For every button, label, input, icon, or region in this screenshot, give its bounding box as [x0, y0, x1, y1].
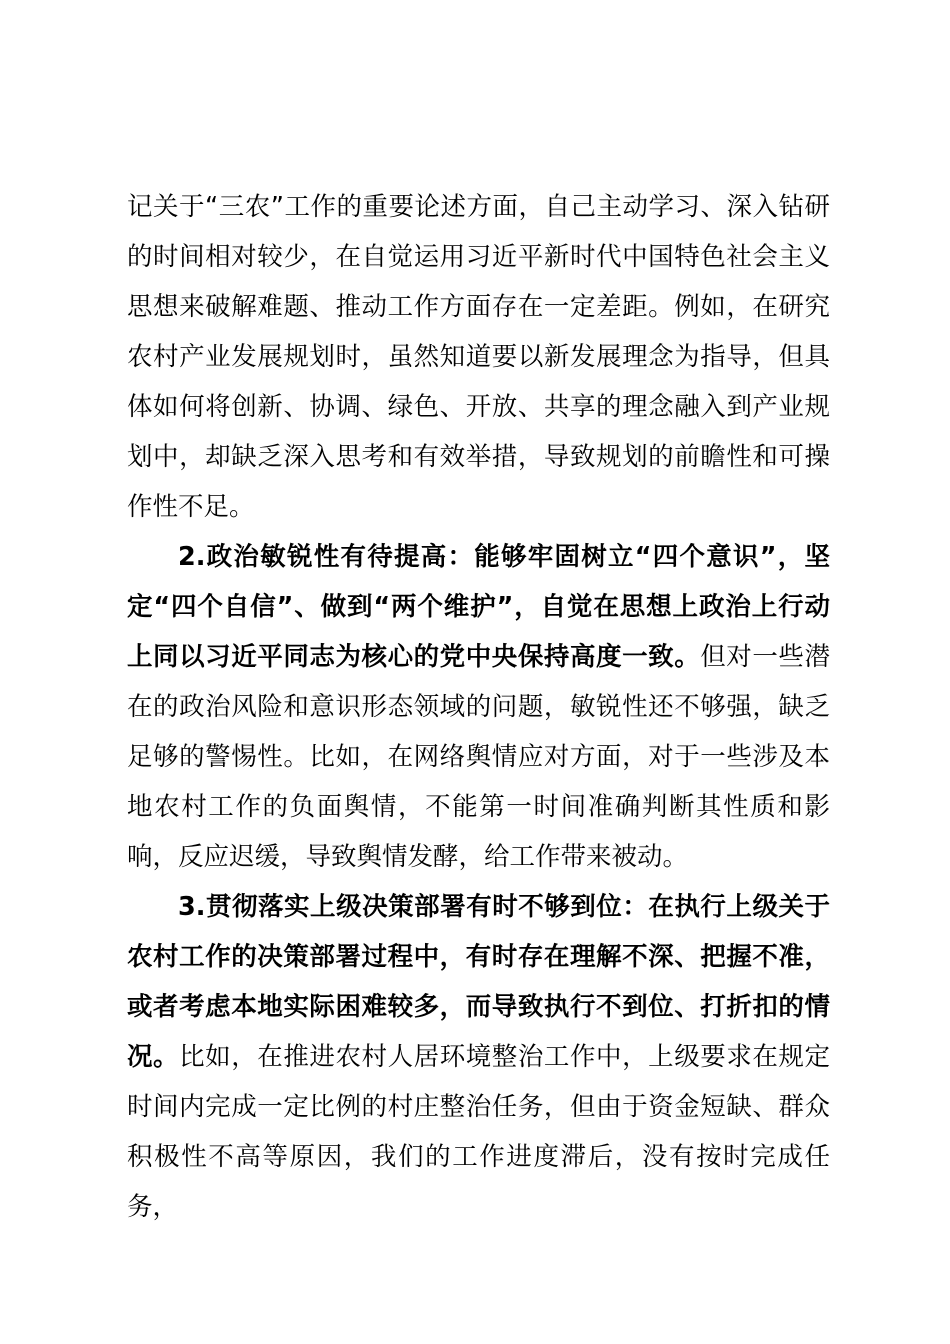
paragraph-2-text: 但对一些潜在的政治风险和意识形态领域的问题，敏锐性还不够强，缺乏足够的警惕性。比如，在网络舆情应对方面，对于一些涉及本地农村工作的负面舆情，不能第一时间准确判断其性质和影响，反应迟缓，导致舆情发酵，给工作带来被动。: [127, 642, 830, 872]
paragraph-2-heading: 2.政治敏锐性有待提高：能够牢固树立“四个意识”，坚定“四个自信”、做到“两个维护”，自觉在思想上政治上行动上同以习近平同志为核心的党中央保持高度一致。: [127, 542, 830, 672]
document-body: [127, 182, 830, 1232]
paragraph-3-text: 比如，在推进农村人居环境整治工作中，上级要求在规定时间内完成一定比例的村庄整治任务，但由于资金短缺、群众积极性不高等原因，我们的工作进度滞后，没有按时完成任务，: [127, 1042, 830, 1222]
paragraph-1-text: 记关于“三农”工作的重要论述方面，自己主动学习、深入钻研的时间相对较少，在自觉运用习近平新时代中国特色社会主义思想来破解难题、推动工作方面存在一定差距。例如，在研究农村产业发展规划时，虽然知道要以新发展理念为指导，但具体如何将创新、协调、绿色、开放、共享的理念融入到产业规划中，却缺乏深入思考和有效举措，导致规划的前瞻性和可操作性不足。: [127, 192, 830, 522]
paragraph-3: [127, 882, 830, 1232]
paragraph-1: [127, 182, 830, 532]
paragraph-2: [127, 532, 830, 882]
paragraph-3-heading: 3.贯彻落实上级决策部署有时不够到位：在执行上级关于农村工作的决策部署过程中，有时存在理解不深、把握不准，或者考虑本地实际困难较多，而导致执行不到位、打折扣的情况。: [127, 892, 830, 1072]
